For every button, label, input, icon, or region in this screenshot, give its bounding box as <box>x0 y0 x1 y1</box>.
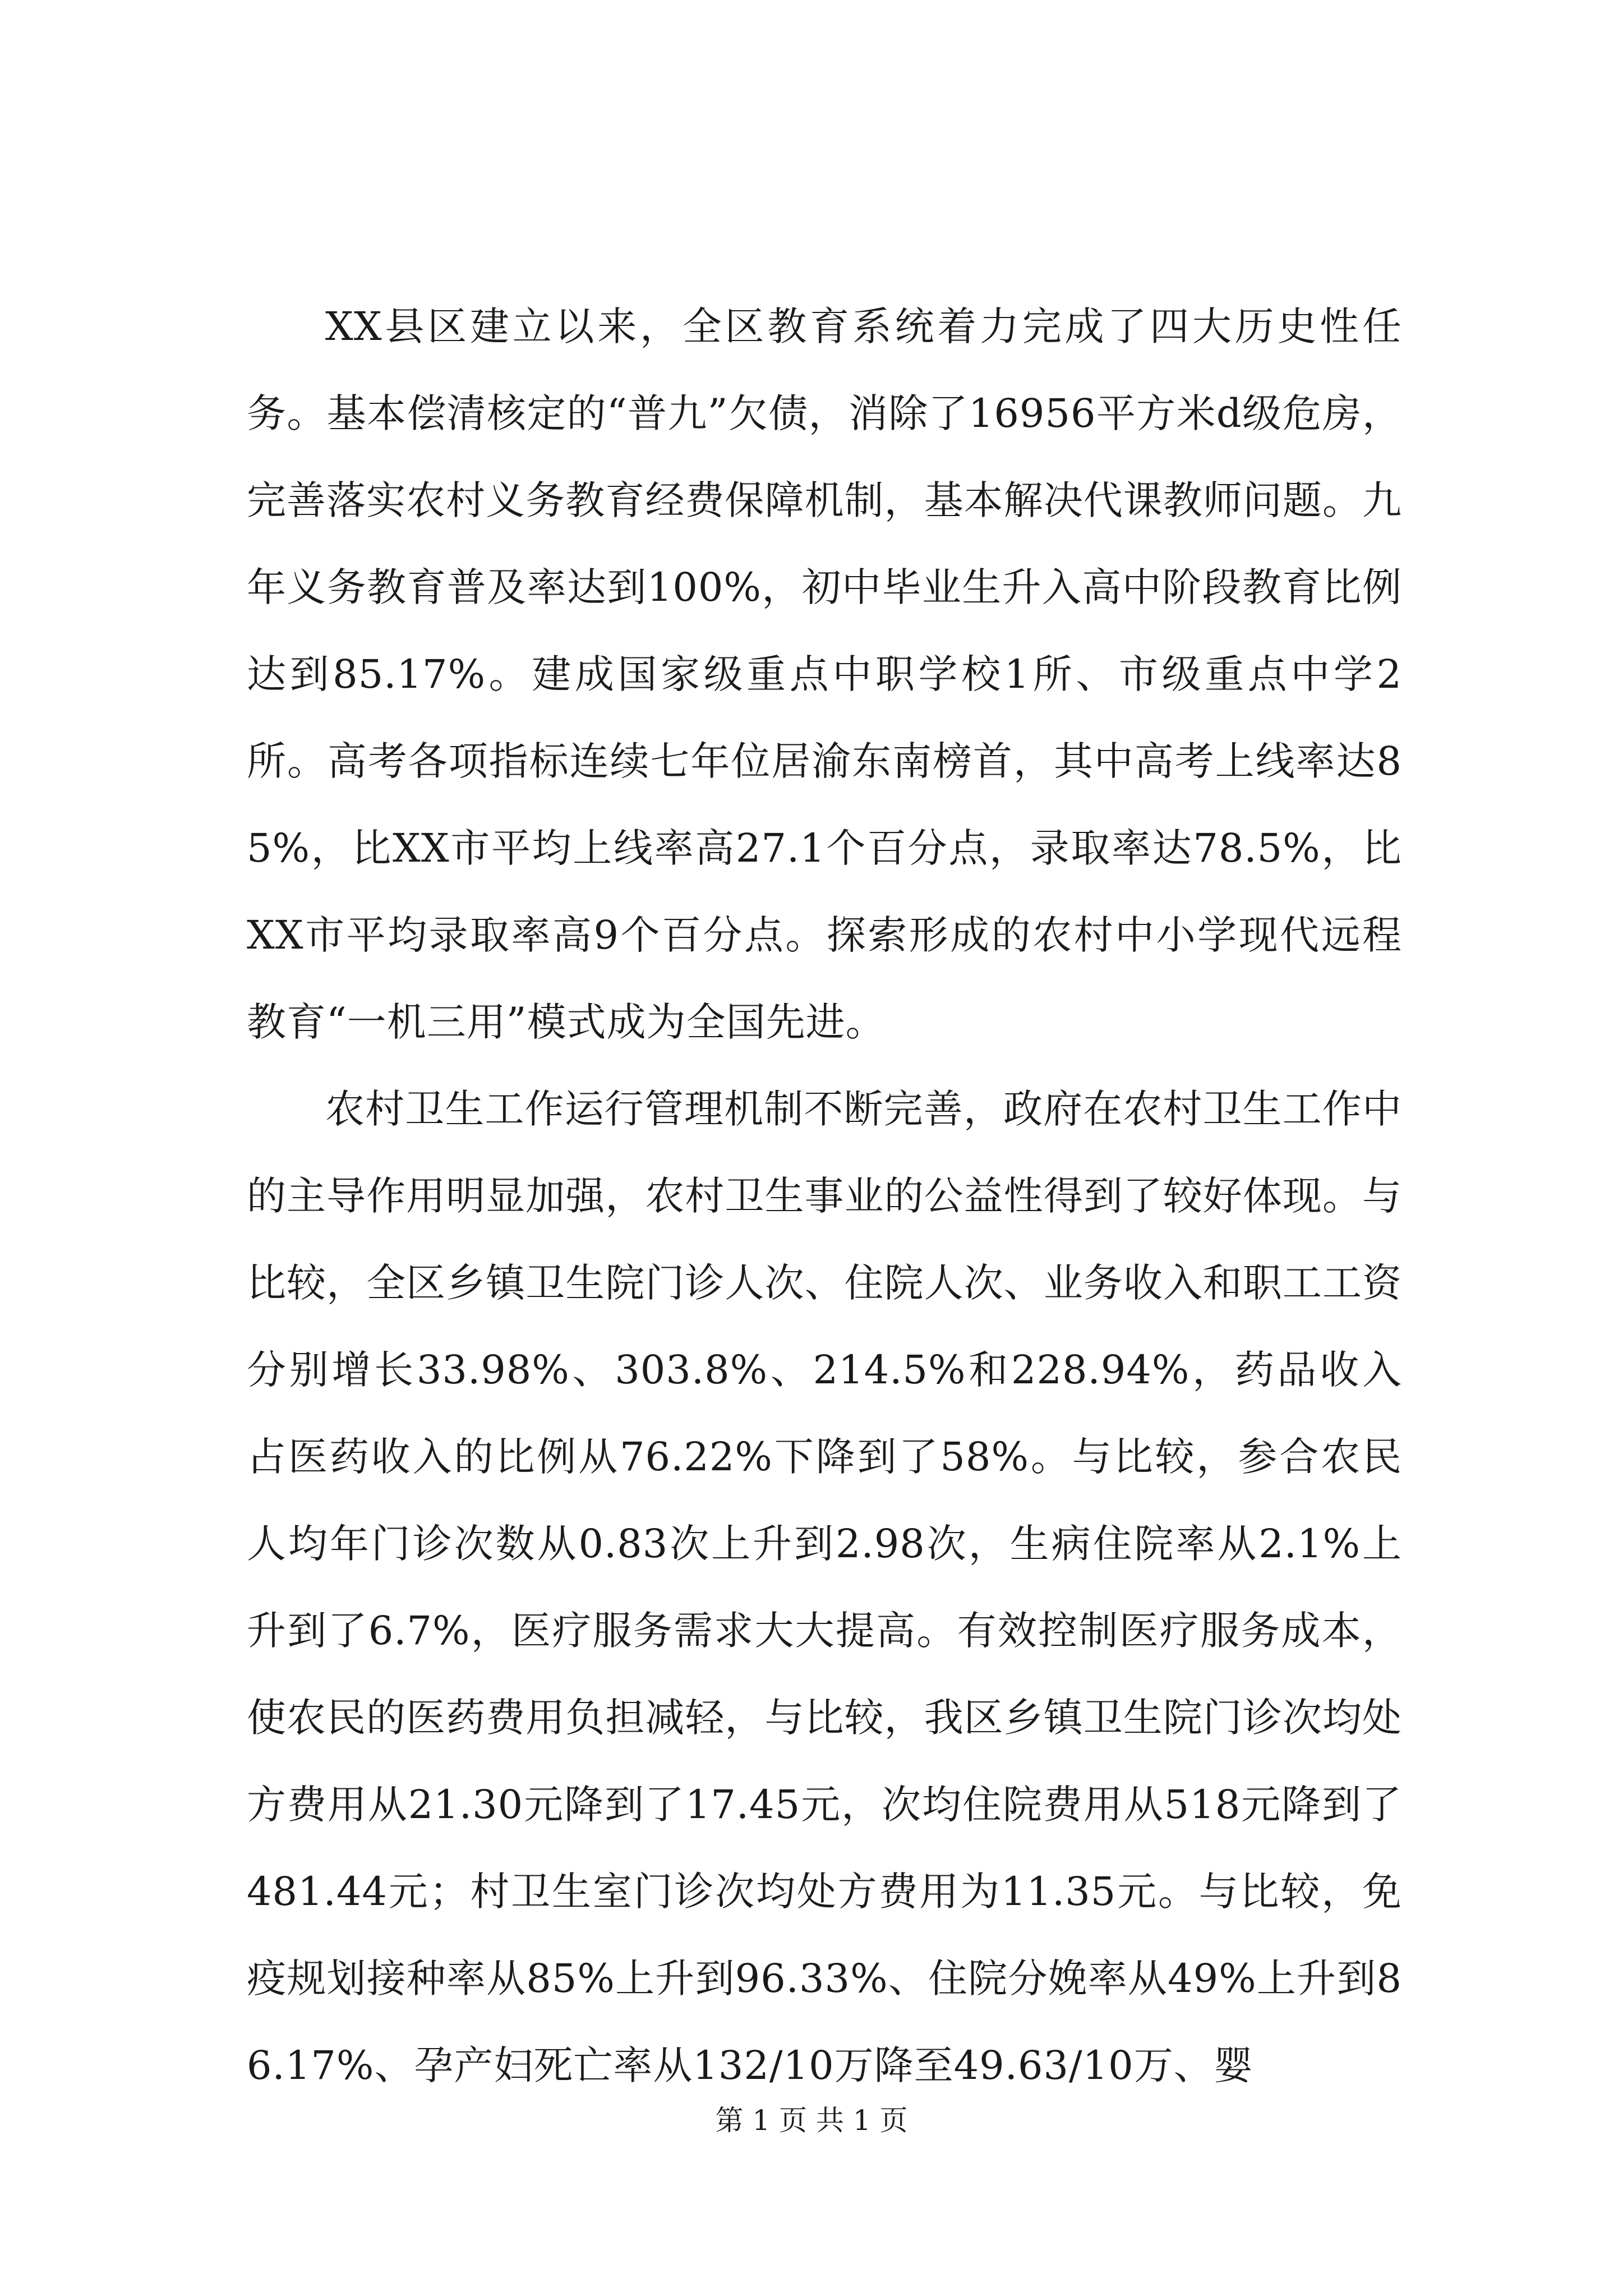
page-footer: 第 1 页 共 1 页 <box>715 2104 908 2137</box>
paragraph-rural-health: 农村卫生工作运行管理机制不断完善，政府在农村卫生工作中的主导作用明显加强，农村卫生事业的公益性得到了较好体现。与比较，全区乡镇卫生院门诊人次、住院人次、业务收入和职工工资分别增长33.98%、303.8%、214.5%和228.94%，药品收入占医药收入的比例从76.22%下降到了58%。与比较，参合农民人均年门诊次数从0.83次上升到2.98次，生病住院率从2.1%上升到了6.7%，医疗服务需求大大提高。有效控制医疗服务成本，使农民的医药费用负担减轻，与比较，我区乡镇卫生院门诊次均处方费用从21.30元降到了17.45元，次均住院费用从518元降到了481.44元；村卫生室门诊次均处方费用为11.35元。与比较，免疫规划接种率从85%上升到96.33%、住院分娩率从49%上升到86.17%、孕产妇死亡率从132/10万降至49.63/10万、婴 <box>247 1086 1402 2088</box>
paragraph-education: XX县区建立以来，全区教育系统着力完成了四大历史性任务。基本偿清核定的“普九”欠债，消除了16956平方米d级危房，完善落实农村义务教育经费保障机制，基本解决代课教师问题。九年义务教育普及率达到100%，初中毕业生升入高中阶段教育比例达到85.17%。建成国家级重点中职学校1所、市级重点中学2所。高考各项指标连续七年位居渝东南榜首，其中高考上线率达85%，比XX市平均上线率高27.1个百分点，录取率达78.5%，比XX市平均录取率高9个百分点。探索形成的农村中小学现代远程教育“一机三用”模式成为全国先进。 <box>247 303 1402 1045</box>
document-body <box>247 283 1402 2109</box>
